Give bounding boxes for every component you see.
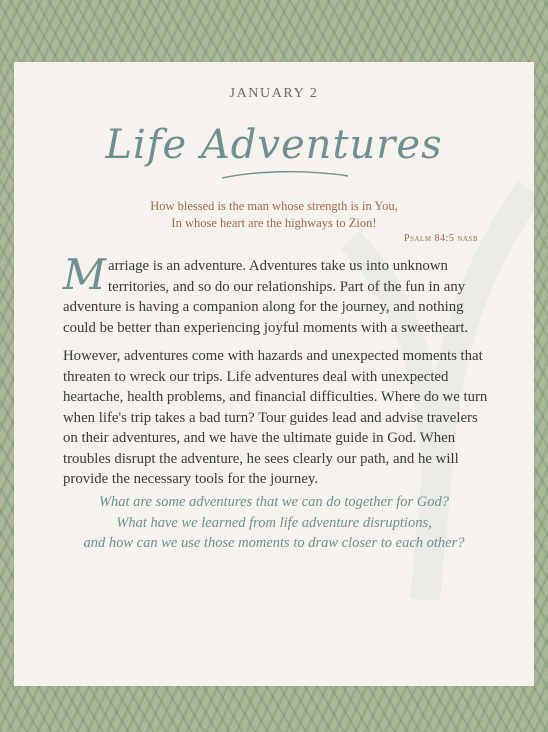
reflection-line-3: and how can we use those moments to draw closer to each other? [83, 535, 465, 551]
reflection-line-1: What are some adventures that we can do together for God? [98, 494, 450, 510]
devotional-title: Life Adventures [105, 122, 443, 168]
reflection-questions [0, 492, 548, 554]
entry-date: JANUARY 2 [229, 86, 319, 101]
verse-line-2: In whose heart are the highways to Zion! [171, 216, 377, 230]
palm-leaf-border-top [0, 0, 548, 62]
scripture-verse [0, 198, 548, 232]
paragraph-1-text: arriage is an adventure. Adventures take us into unknown territories, and so do our relationships. Part of the fun in any adventure is having a companion along for the journey, and nothing could be better than experiencing joyful moments with a sweetheart. [63, 258, 469, 336]
verse-reference: Psalm 84:5 nasb [404, 233, 478, 244]
paragraph-2: However, adventures come with hazards and unexpected moments that threaten to wreck our trips. Life adventures deal with unexpected heartache, health problems, and financial difficulties. Where do we turn when life's trip takes a bad turn? Tour guides lead and advise travelers on their adventures, and we have the ultimate guide in God. When troubles disrupt the adventure, he sees clearly our path, and he will provide the necessary tools for the journey. [63, 348, 488, 487]
reflection-line-2: What have we learned from life adventure disruptions, [116, 514, 432, 531]
verse-line-1: How blessed is the man whose strength is in You, [150, 199, 398, 213]
paragraph-1 [63, 250, 493, 338]
title-flourish-icon [220, 168, 350, 184]
drop-cap: M [63, 250, 107, 299]
palm-leaf-border-bottom [0, 686, 548, 732]
